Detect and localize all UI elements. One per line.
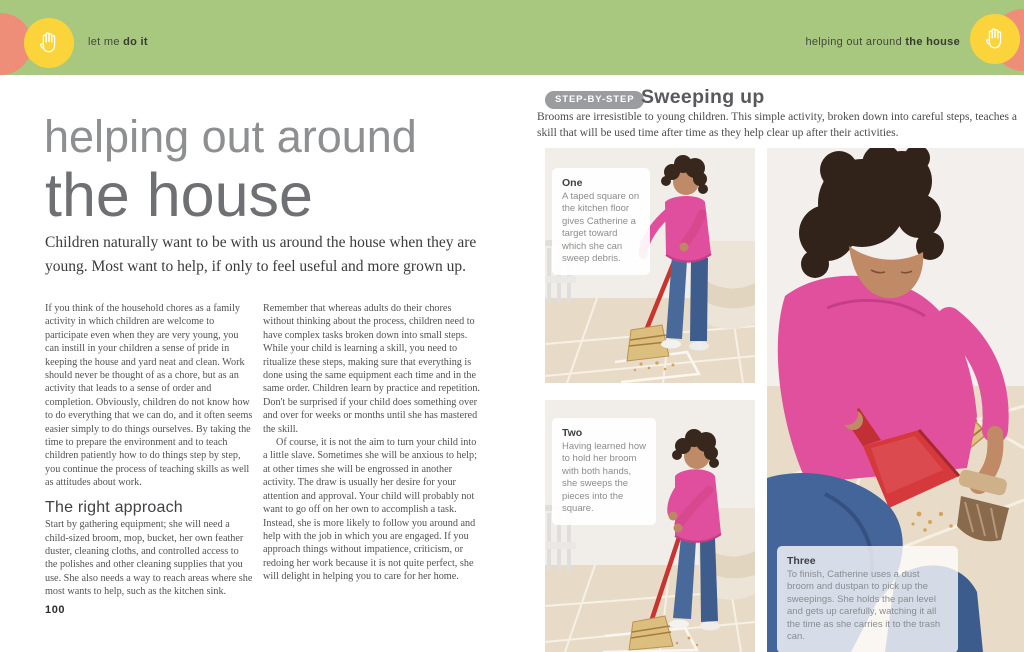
- section-subheading: The right approach: [45, 498, 183, 516]
- step-two-label: Two: [562, 427, 583, 439]
- body-paragraph: If you think of the household chores as a family activity in which children are welcome to participate even when they are very young, you can instill in your children a sense of pride in keeping the house and yard neat and clean. Work should never be thought of as a chore, but as an activity that leads to a sense of order and completion. Obviously, children do not know how to do everything that we can do, and it often seems easier simply to do things ourselves. By taking the time to prepare the environment and to teach children patiently how to do things step by step, you continue the process of teaching skills as well as attitudes about work.: [45, 303, 253, 489]
- header-right-bold: the house: [905, 36, 960, 48]
- header-right-title: [805, 36, 960, 48]
- page-title-line1: helping out around: [44, 111, 417, 162]
- step-one-caption: [552, 168, 650, 275]
- header-bar: [0, 0, 1024, 75]
- step-two-text: Having learned how to hold her broom with both hands, she sweeps the pieces into the square.: [562, 441, 646, 515]
- step-photo-one: [545, 148, 755, 383]
- body-column-1: [45, 302, 253, 599]
- step-section-description: Brooms are irresistible to young children. This simple activity, broken down into careful steps, teaches a skill that will be used time after time as they help clear up after their activities.: [537, 111, 1018, 140]
- page-number: 100: [45, 604, 66, 616]
- hand-icon: [981, 25, 1009, 53]
- step-photo-two: [545, 400, 755, 652]
- step-two-caption: [552, 418, 656, 525]
- header-left-title: [88, 36, 148, 48]
- intro-paragraph: Children naturally want to be with us around the house when they are young. Most want to help, if only to feel useful and more grown up.: [45, 234, 477, 276]
- step-one-text: A taped square on the kitchen floor gives Catherine a target toward which she can sweep debris.: [562, 191, 640, 265]
- body-column-2: [263, 302, 482, 584]
- body-paragraph: Remember that whereas adults do their chores without thinking about the process, children need to have complex tasks broken down into small steps. While your child is learning a skill, you need to ritualize these steps, making sure that everything is done using the same equipment each time and in the same order. Children learn by practice and repetition. Don't be surprised if your child does something over and over for weeks or months until she has mastered the skill.: [263, 303, 480, 435]
- page-title: [44, 111, 417, 229]
- step-section-heading: Sweeping up: [641, 86, 765, 108]
- body-paragraph: Start by gathering equipment; she will need a child-sized broom, mop, bucket, her own feather duster, cleaning cloths, and controlled access to the polishes and other cleaning supplies that you use. She also needs a way to reach areas where she most wants to help, such as the kitchen sink.: [45, 519, 253, 598]
- step-one-label: One: [562, 177, 583, 189]
- header-yellow-circle-left: [24, 18, 74, 68]
- step-three-caption: [777, 546, 958, 652]
- step-by-step-badge: STEP-BY-STEP: [545, 91, 644, 109]
- header-right-regular: helping out around: [805, 36, 906, 48]
- header-left-bold: do it: [123, 36, 148, 48]
- header-left-regular: let me: [88, 36, 124, 48]
- hand-icon: [35, 29, 63, 57]
- step-photo-three: [767, 148, 1024, 652]
- header-yellow-circle-right: [970, 14, 1020, 64]
- step-three-text: To finish, Catherine uses a dust broom and dustpan to pick up the sweepings. She holds the pan level and gets up carefully, watching it all the time as she carries it to the trash can.: [787, 569, 941, 643]
- page-title-line2: the house: [45, 160, 313, 229]
- step-three-label: Three: [787, 555, 816, 567]
- body-paragraph: Of course, it is not the aim to turn your child into a little slave. Sometimes she will be anxious to help; at other times she will be engrossed in another activity. The draw is usually her desire for your attention and approval. Your child will probably not want to go off on her own to accomplish a task. Instead, she is more likely to follow you around and help with the job in which you are engaged. If you approach things without impatience, criticism, or redoing her work because it is not quite perfect, she will delight in helping you to care for her home.: [263, 437, 477, 583]
